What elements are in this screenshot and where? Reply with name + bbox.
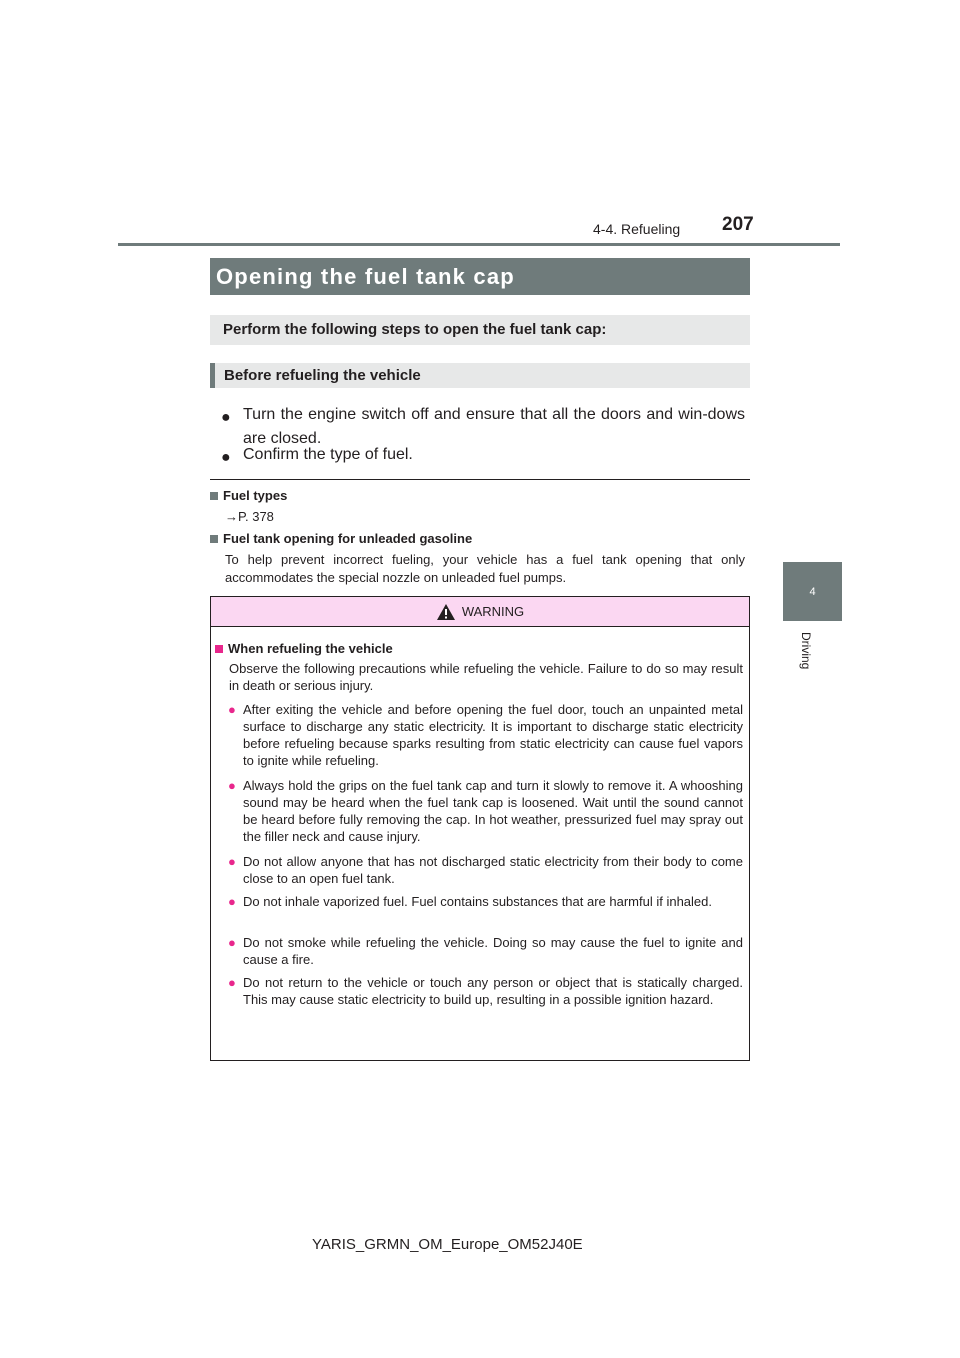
square-bullet-icon bbox=[210, 492, 218, 500]
divider bbox=[210, 479, 750, 480]
chapter-label: Driving bbox=[799, 632, 813, 670]
square-bullet-icon bbox=[215, 645, 223, 653]
square-bullet-icon bbox=[210, 535, 218, 543]
warning-intro: Observe the following precautions while refueling the vehicle. Failure to do so may result in death or serious injury. bbox=[229, 661, 743, 693]
warning-header: WARNING bbox=[211, 597, 749, 627]
warning-item: ● After exiting the vehicle and before opening the fuel door, touch an unpainted metal surface to discharge any static electricity. It is important to discharge static electricity before refueling because sparks resulting from static electricity can cause fuel vapors to ignite while refueling. bbox=[228, 702, 743, 768]
warning-item: ● Do not smoke while refueling the vehicle. Doing so may cause the fuel to ignite and cause a fire. bbox=[228, 935, 743, 967]
bullet-icon: ● bbox=[228, 935, 236, 950]
intro-text: Perform the following steps to open the fuel tank cap: bbox=[210, 315, 750, 345]
page-reference: →P. 378 bbox=[225, 509, 274, 524]
chapter-tab: 4 bbox=[783, 562, 842, 621]
note-heading: Fuel types bbox=[210, 488, 287, 503]
note-text: To help prevent incorrect fueling, your vehicle has a fuel tank opening that only accommodates the special nozzle on unleaded fuel pumps. bbox=[225, 552, 745, 585]
warning-heading: When refueling the vehicle bbox=[215, 640, 393, 657]
warning-item: ● Do not return to the vehicle or touch any person or object that is statically charged. This may cause static electricity to build up, resulting in a possible ignition hazard. bbox=[228, 975, 743, 1007]
bullet-icon: ● bbox=[221, 449, 231, 466]
list-item: ● Turn the engine switch off and ensure that all the doors and win-dows are closed. bbox=[221, 406, 745, 447]
note-heading: Fuel tank opening for unleaded gasoline bbox=[210, 531, 472, 546]
list-item: ● Confirm the type of fuel. bbox=[243, 443, 745, 467]
warning-item: ● Do not inhale vaporized fuel. Fuel contains substances that are harmful if inhaled. bbox=[228, 894, 712, 909]
header-rule bbox=[118, 243, 840, 246]
bullet-icon: ● bbox=[221, 409, 231, 426]
section-reference: 4-4. Refueling bbox=[593, 221, 681, 237]
bullet-icon: ● bbox=[228, 778, 236, 793]
page-title: Opening the fuel tank cap bbox=[210, 258, 750, 295]
warning-icon bbox=[436, 603, 456, 621]
bullet-icon: ● bbox=[228, 894, 236, 909]
page-number: 207 bbox=[722, 214, 754, 235]
warning-item: ● Always hold the grips on the fuel tank cap and turn it slowly to remove it. A whooshing sound may be heard when the fuel tank cap is loosened. Wait until the sound cannot be heard before fully removing the cap. In hot weather, pressurized fuel may spray out the filler neck and cause injury. bbox=[228, 778, 743, 844]
document-id: YARIS_GRMN_OM_Europe_OM52J40E bbox=[312, 1236, 583, 1253]
bullet-icon: ● bbox=[228, 854, 236, 869]
bullet-icon: ● bbox=[228, 975, 236, 990]
warning-item: ● Do not allow anyone that has not discharged static electricity from their body to come close to an open fuel tank. bbox=[228, 854, 743, 886]
subheading: Before refueling the vehicle bbox=[210, 363, 750, 388]
bullet-icon: ● bbox=[228, 702, 236, 717]
warning-box bbox=[210, 596, 750, 1061]
